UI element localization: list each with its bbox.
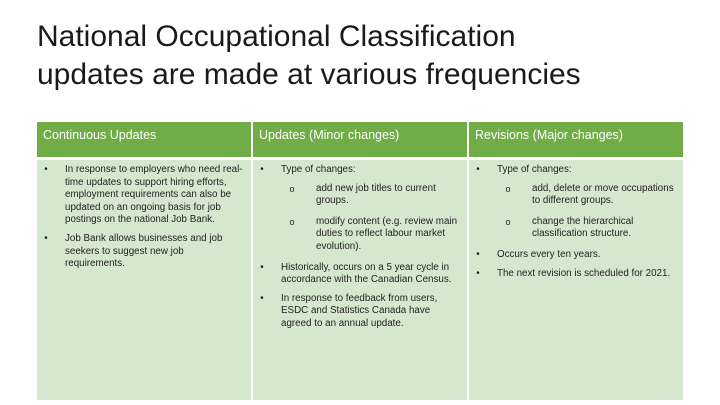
column-body	[37, 160, 251, 400]
column-heading: Revisions (Major changes)	[469, 122, 683, 157]
column-heading: Continuous Updates	[37, 122, 251, 157]
list-item-text: Type of changes:	[497, 164, 572, 175]
bullet-icon: •	[260, 292, 264, 304]
column-continuous-updates	[37, 122, 251, 400]
title-line-2: updates are made at various frequencies	[37, 58, 581, 91]
list-item-text: Occurs every ten years.	[497, 248, 601, 260]
sub-bullet-icon: o	[505, 216, 511, 227]
list-item-text: Type of changes:	[281, 164, 356, 175]
bullet-icon: •	[260, 164, 264, 175]
column-body	[253, 160, 467, 400]
list-item	[473, 268, 677, 281]
column-major-revisions	[469, 122, 683, 400]
sub-bullet-icon: o	[289, 216, 295, 227]
sub-list-item-text: add new job titles to current groups.	[316, 182, 436, 207]
sub-list-item-text: add, delete or move occupations to different groups.	[532, 182, 674, 207]
list-item-text: In response to feedback from users, ESDC and Statistics Canada have agreed to an annual update.	[281, 292, 438, 329]
column-body	[469, 160, 683, 400]
list-item	[41, 164, 245, 227]
sub-list-item-text: change the hierarchical classification structure.	[532, 215, 634, 240]
list-item-text: Historically, occurs on a 5 year cycle in accordance with the Canadian Census.	[281, 261, 452, 286]
list-item-text: In response to employers who need real-time updates to support hiring efforts, employment requirements can also be updated on an ongoing basis for job postings on the national Job Bank.	[65, 164, 243, 226]
list-item	[473, 164, 677, 241]
sub-list-item	[497, 216, 677, 241]
bullet-icon: •	[476, 164, 480, 175]
list-item	[41, 233, 245, 271]
list-item-text: The next revision is scheduled for 2021.	[497, 267, 671, 279]
column-heading: Updates (Minor changes)	[253, 122, 467, 157]
column-minor-updates	[253, 122, 467, 400]
sub-bullet-icon: o	[289, 183, 295, 194]
bullet-icon: •	[44, 164, 48, 175]
list-item	[257, 164, 461, 254]
sub-list-item	[281, 183, 461, 208]
bullet-icon: •	[476, 248, 480, 260]
list-item	[473, 249, 677, 262]
list-item	[257, 293, 461, 331]
bullet-icon: •	[476, 267, 480, 279]
columns-container	[37, 122, 683, 400]
sub-list-item-text: modify content (e.g. review main duties to reflect labour market evolution).	[316, 215, 458, 252]
title-line-1: National Occupational Classification	[37, 20, 516, 53]
page-title	[37, 18, 697, 94]
sub-list-item	[281, 216, 461, 254]
sub-list-item	[497, 183, 677, 208]
bullet-icon: •	[44, 232, 48, 244]
bullet-icon: •	[260, 261, 264, 273]
list-item	[257, 262, 461, 287]
list-item-text: Job Bank allows businesses and job seekers to suggest new job requirements.	[65, 232, 223, 270]
sub-bullet-icon: o	[505, 183, 511, 194]
